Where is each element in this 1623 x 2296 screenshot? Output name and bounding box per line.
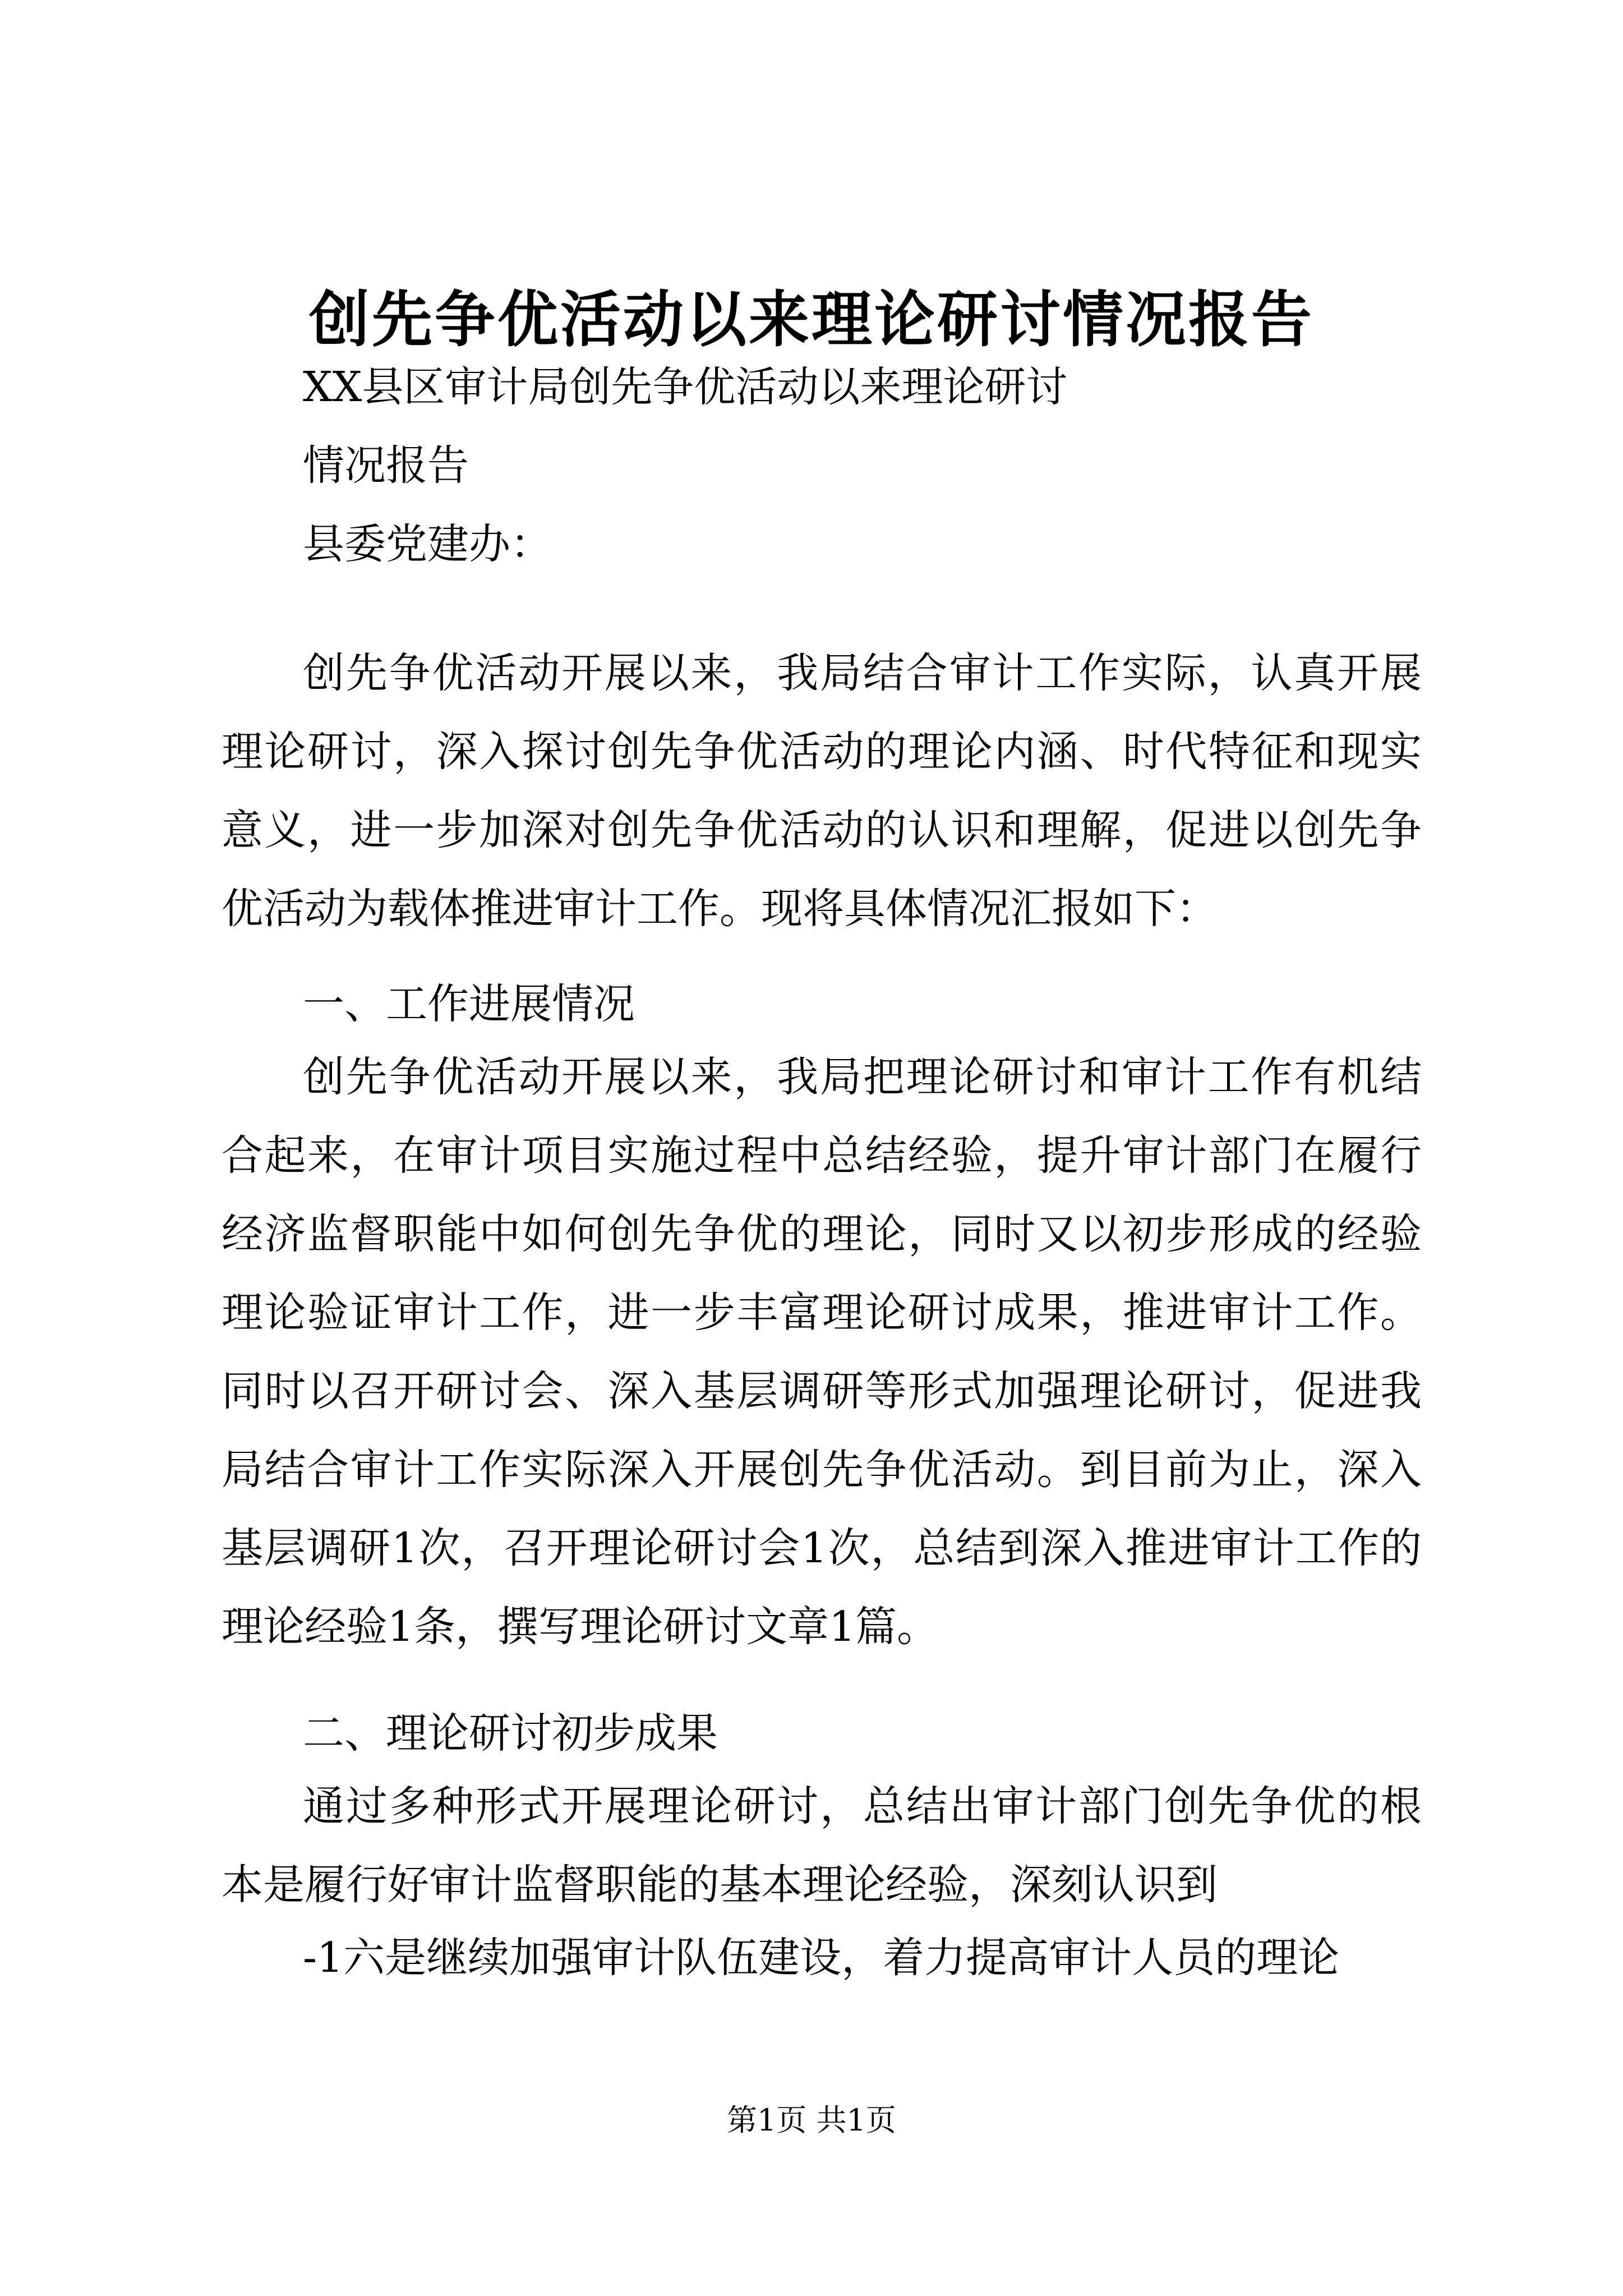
section-heading-results: 二、理论研讨初步成果 [303,1709,718,1757]
document-title: 创先争优活动以来理论研讨情况报告 [308,284,1314,355]
section-heading-progress: 一、工作进展情况 [303,980,635,1028]
subtitle-line-2: 情况报告 [303,441,469,490]
addressee: 县委党建办： [303,520,552,568]
paragraph-intro: 创先争优活动开展以来，我局结合审计工作实际，认真开展理论研讨，深入探讨创先争优活动的理论内涵、时代特征和现实意义，进一步加深对创先争优活动的认识和理解，促进以创先争优活动为载体推进审计工作。现将具体情况汇报如下： [222,649,1422,933]
paragraph-point-six: -1六是继续加强审计队伍建设，着力提高审计人员的理论 [303,1934,1340,1982]
paragraph-results: 通过多种形式开展理论研讨，总结出审计部门创先争优的根本是履行好审计监督职能的基本理论经验，深刻认识到 [222,1782,1422,1909]
subtitle-line-1: XX县区审计局创先争优活动以来理论研讨 [303,363,1068,411]
page-number-footer: 第1页 共1页 [727,2102,896,2138]
paragraph-progress: 创先争优活动开展以来，我局把理论研讨和审计工作有机结合起来，在审计项目实施过程中总结经验，提升审计部门在履行经济监督职能中如何创先争优的理论，同时又以初步形成的经验理论验证审计工作，进一步丰富理论研讨成果，推进审计工作。同时以召开研讨会、深入基层调研等形式加强理论研讨，促进我局结合审计工作实际深入开展创先争优活动。到目前为止，深入基层调研1次，召开理论研讨会1次，总结到深入推进审计工作的理论经验1条，撰写理论研讨文章1篇。 [222,1053,1422,1651]
